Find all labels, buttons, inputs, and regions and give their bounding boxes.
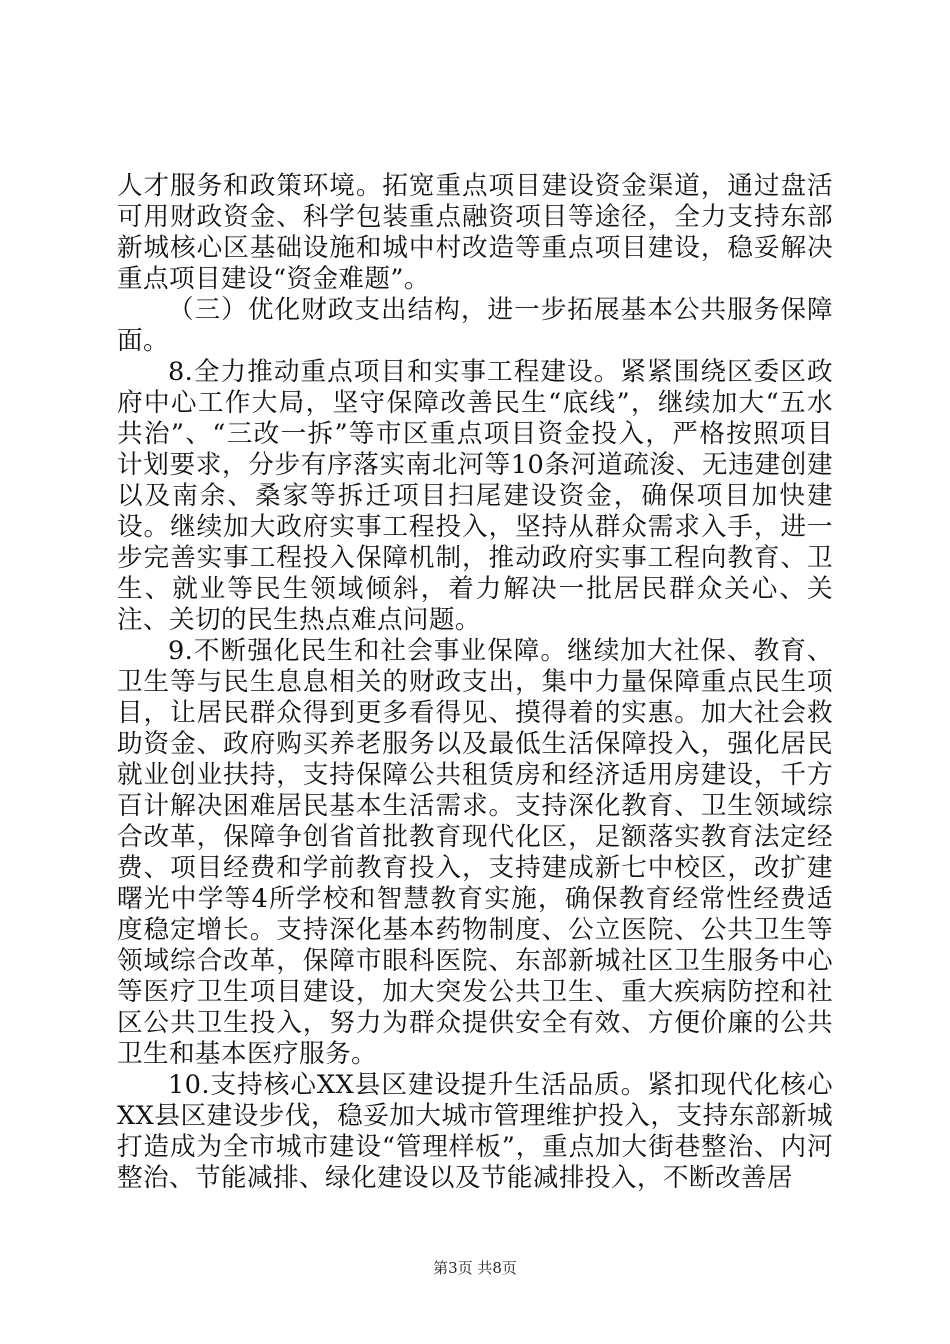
- paragraph-item-9: 9.不断强化民生和社会事业保障。继续加大社保、教育、卫生等与民生息息相关的财政支出，集中力量保障重点民生项目，让居民群众得到更多看得见、摸得着的实惠。加大社会救助资金、政府购买养老服务以及最低生活保障投入，强化居民就业创业扶持，支持保障公共租赁房和经济适用房建设，千方百计解决困难居民基本生活需求。支持深化教育、卫生领域综合改革，保障争创省首批教育现代化区，足额落实教育法定经费、项目经费和学前教育投入，支持建成新七中校区，改扩建曙光中学等4所学校和智慧教育实施，确保教育经常性经费适度稳定增长。支持深化基本药物制度、公立医院、公共卫生等领域综合改革，保障市眼科医院、东部新城社区卫生服务中心等医疗卫生项目建设，加大突发公共卫生、重大疾病防控和社区公共卫生投入，努力为群众提供安全有效、方便价廉的公共卫生和基本医疗服务。: [117, 636, 833, 1069]
- page-number-footer: 第3页 共8页: [433, 1259, 517, 1277]
- section-heading-3: （三）优化财政支出结构，进一步拓展基本公共服务保障面。: [117, 295, 833, 356]
- paragraph-item-10: 10.支持核心XX县区建设提升生活品质。紧扣现代化核心XX县区建设步伐，稳妥加大城市管理维护投入，支持东部新城打造成为全市城市建设“管理样板”，重点加大街巷整治、内河整治、节能减排、绿化建设以及节能减排投入，不断改善居: [117, 1070, 833, 1193]
- paragraph-continuation: 人才服务和政策环境。拓宽重点项目建设资金渠道，通过盘活可用财政资金、科学包装重点融资项目等途径，全力支持东部新城核心区基础设施和城中村改造等重点项目建设，稳妥解决重点项目建设“资金难题”。: [117, 171, 833, 294]
- paragraph-item-8: 8.全力推动重点项目和实事工程建设。紧紧围绕区委区政府中心工作大局，坚守保障改善民生“底线”，继续加大“五水共治”、“三改一拆”等市区重点项目资金投入，严格按照项目计划要求，分步有序落实南北河等10条河道疏浚、无违建创建以及南余、桑家等拆迁项目扫尾建设资金，确保项目加快建设。继续加大政府实事工程投入，坚持从群众需求入手，进一步完善实事工程投入保障机制，推动政府实事工程向教育、卫生、就业等民生领域倾斜，着力解决一批居民群众关心、关注、关切的民生热点难点问题。: [117, 357, 833, 635]
- document-body: [117, 171, 833, 1194]
